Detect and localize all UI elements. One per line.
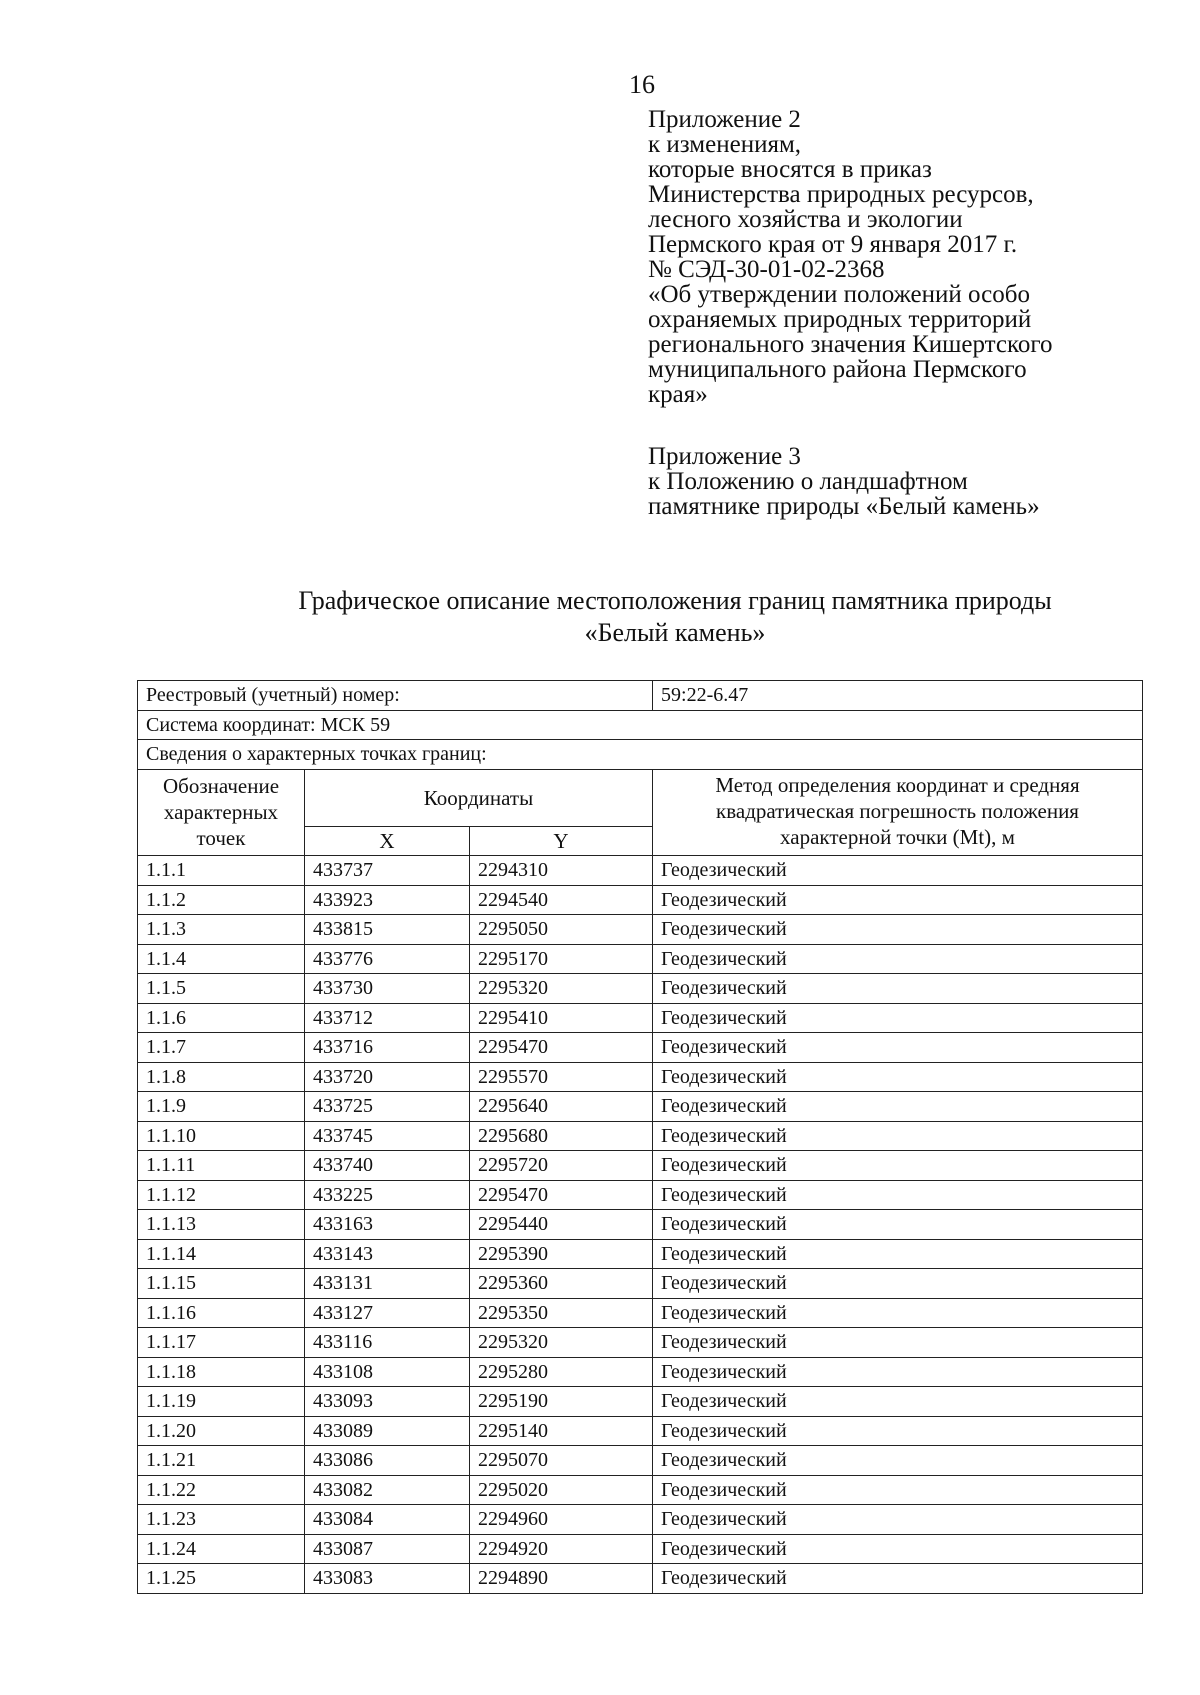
cell-y: 2295390 <box>470 1239 653 1269</box>
cell-method: Геодезический <box>653 1003 1143 1033</box>
cell-method: Геодезический <box>653 856 1143 886</box>
cell-point: 1.1.23 <box>138 1505 305 1535</box>
cell-x: 433089 <box>305 1416 470 1446</box>
annex2-line: № СЭД-30-01-02-2368 <box>648 256 885 283</box>
cell-x: 433815 <box>305 915 470 945</box>
coord-system: Система координат: МСК 59 <box>138 710 1143 740</box>
table-row <box>138 1239 1143 1269</box>
cell-x: 433716 <box>305 1033 470 1063</box>
table-row <box>138 1033 1143 1063</box>
cell-x: 433163 <box>305 1210 470 1240</box>
table-row <box>138 1387 1143 1417</box>
cell-y: 2295350 <box>470 1298 653 1328</box>
cell-point: 1.1.21 <box>138 1446 305 1476</box>
cell-y: 2295470 <box>470 1180 653 1210</box>
cell-point: 1.1.7 <box>138 1033 305 1063</box>
cell-point: 1.1.19 <box>138 1387 305 1417</box>
cell-y: 2295640 <box>470 1092 653 1122</box>
cell-x: 433143 <box>305 1239 470 1269</box>
page-number: 16 <box>629 70 655 99</box>
registry-value: 59:22-6.47 <box>653 681 1143 711</box>
cell-x: 433740 <box>305 1151 470 1181</box>
annex-2-heading <box>648 107 1053 407</box>
cell-x: 433116 <box>305 1328 470 1358</box>
cell-x: 433730 <box>305 974 470 1004</box>
col-header-y: Y <box>470 826 653 856</box>
annex2-line: Пермского края от 9 января 2017 г. <box>648 231 1018 258</box>
cell-y: 2295070 <box>470 1446 653 1476</box>
table-row <box>138 1564 1143 1594</box>
cell-point: 1.1.18 <box>138 1357 305 1387</box>
document-title-line-2: «Белый камень» <box>584 618 766 647</box>
cell-method: Геодезический <box>653 1475 1143 1505</box>
annex3-line: к Положению о ландшафтном <box>648 468 968 495</box>
cell-x: 433720 <box>305 1062 470 1092</box>
cell-method: Геодезический <box>653 1328 1143 1358</box>
cell-y: 2295440 <box>470 1210 653 1240</box>
annex3-line: памятнике природы «Белый камень» <box>648 493 1040 520</box>
cell-y: 2295050 <box>470 915 653 945</box>
cell-point: 1.1.8 <box>138 1062 305 1092</box>
cell-x: 433082 <box>305 1475 470 1505</box>
cell-x: 433745 <box>305 1121 470 1151</box>
table-row <box>138 1121 1143 1151</box>
table-row <box>138 1416 1143 1446</box>
cell-point: 1.1.5 <box>138 974 305 1004</box>
table-row <box>138 944 1143 974</box>
cell-x: 433087 <box>305 1534 470 1564</box>
cell-point: 1.1.24 <box>138 1534 305 1564</box>
cell-x: 433127 <box>305 1298 470 1328</box>
table-row <box>138 856 1143 886</box>
cell-method: Геодезический <box>653 1505 1143 1535</box>
header-row-1 <box>138 769 1143 826</box>
cell-y: 2295570 <box>470 1062 653 1092</box>
table-row <box>138 1446 1143 1476</box>
cell-method: Геодезический <box>653 944 1143 974</box>
annex2-line: лесного хозяйства и экологии <box>648 206 963 233</box>
annex2-line: «Об утверждении положений особо <box>648 281 1030 308</box>
col-header-method: Метод определения координат и средняя квадратическая погрешность положения характерной точки (Mt), м <box>653 769 1143 856</box>
cell-method: Геодезический <box>653 1416 1143 1446</box>
table-row <box>138 1092 1143 1122</box>
cell-x: 433086 <box>305 1446 470 1476</box>
table-row <box>138 1298 1143 1328</box>
table-row <box>138 915 1143 945</box>
document-title-line-1: Графическое описание местоположения границ памятника природы <box>298 586 1052 615</box>
cell-x: 433084 <box>305 1505 470 1535</box>
cell-y: 2295170 <box>470 944 653 974</box>
cell-method: Геодезический <box>653 974 1143 1004</box>
cell-x: 433225 <box>305 1180 470 1210</box>
table-row <box>138 1357 1143 1387</box>
cell-x: 433093 <box>305 1387 470 1417</box>
cell-x: 433083 <box>305 1564 470 1594</box>
annex2-line: охраняемых природных территорий <box>648 306 1032 333</box>
document-title <box>200 585 1150 649</box>
cell-method: Геодезический <box>653 1446 1143 1476</box>
cell-point: 1.1.6 <box>138 1003 305 1033</box>
table-row <box>138 1180 1143 1210</box>
cell-point: 1.1.15 <box>138 1269 305 1299</box>
table-row <box>138 1475 1143 1505</box>
points-info: Сведения о характерных точках границ: <box>138 740 1143 770</box>
cell-point: 1.1.13 <box>138 1210 305 1240</box>
cell-method: Геодезический <box>653 1298 1143 1328</box>
cell-y: 2294540 <box>470 885 653 915</box>
cell-y: 2295470 <box>470 1033 653 1063</box>
cell-method: Геодезический <box>653 1092 1143 1122</box>
table-row <box>138 1269 1143 1299</box>
cell-point: 1.1.14 <box>138 1239 305 1269</box>
cell-method: Геодезический <box>653 1564 1143 1594</box>
cell-x: 433923 <box>305 885 470 915</box>
cell-x: 433725 <box>305 1092 470 1122</box>
table-row <box>138 1505 1143 1535</box>
annex2-line: Приложение 2 <box>648 106 801 133</box>
cell-method: Геодезический <box>653 1210 1143 1240</box>
cell-point: 1.1.4 <box>138 944 305 974</box>
cell-y: 2295320 <box>470 974 653 1004</box>
cell-x: 433108 <box>305 1357 470 1387</box>
cell-method: Геодезический <box>653 885 1143 915</box>
annex3-line: Приложение 3 <box>648 443 801 470</box>
cell-y: 2294310 <box>470 856 653 886</box>
col-header-point: Обозначение характерных точек <box>138 769 305 856</box>
cell-y: 2295410 <box>470 1003 653 1033</box>
table-row <box>138 885 1143 915</box>
cell-point: 1.1.20 <box>138 1416 305 1446</box>
cell-method: Геодезический <box>653 1033 1143 1063</box>
cell-method: Геодезический <box>653 1239 1143 1269</box>
cell-method: Геодезический <box>653 915 1143 945</box>
col-header-x: X <box>305 826 470 856</box>
registry-row <box>138 681 1143 711</box>
registry-label: Реестровый (учетный) номер: <box>138 681 653 711</box>
cell-point: 1.1.3 <box>138 915 305 945</box>
cell-method: Геодезический <box>653 1062 1143 1092</box>
cell-point: 1.1.17 <box>138 1328 305 1358</box>
cell-y: 2294920 <box>470 1534 653 1564</box>
cell-y: 2294960 <box>470 1505 653 1535</box>
cell-point: 1.1.9 <box>138 1092 305 1122</box>
cell-x: 433776 <box>305 944 470 974</box>
cell-point: 1.1.25 <box>138 1564 305 1594</box>
annex2-line: края» <box>648 381 708 408</box>
cell-point: 1.1.10 <box>138 1121 305 1151</box>
coordinates-table <box>137 680 1143 1594</box>
cell-method: Геодезический <box>653 1151 1143 1181</box>
cell-point: 1.1.1 <box>138 856 305 886</box>
table-row <box>138 1534 1143 1564</box>
cell-point: 1.1.16 <box>138 1298 305 1328</box>
table-row <box>138 1151 1143 1181</box>
cell-y: 2295360 <box>470 1269 653 1299</box>
cell-point: 1.1.2 <box>138 885 305 915</box>
cell-x: 433737 <box>305 856 470 886</box>
cell-y: 2294890 <box>470 1564 653 1594</box>
cell-point: 1.1.22 <box>138 1475 305 1505</box>
cell-point: 1.1.12 <box>138 1180 305 1210</box>
points-info-row <box>138 740 1143 770</box>
table-row <box>138 1210 1143 1240</box>
col-header-coords: Координаты <box>305 769 653 826</box>
cell-y: 2295680 <box>470 1121 653 1151</box>
cell-method: Геодезический <box>653 1180 1143 1210</box>
table-row <box>138 974 1143 1004</box>
cell-y: 2295140 <box>470 1416 653 1446</box>
cell-method: Геодезический <box>653 1121 1143 1151</box>
annex2-line: к изменениям, <box>648 131 802 158</box>
cell-method: Геодезический <box>653 1387 1143 1417</box>
annex2-line: регионального значения Кишертского <box>648 331 1053 358</box>
cell-y: 2295280 <box>470 1357 653 1387</box>
cell-y: 2295190 <box>470 1387 653 1417</box>
cell-x: 433131 <box>305 1269 470 1299</box>
cell-y: 2295020 <box>470 1475 653 1505</box>
annex2-line: которые вносятся в приказ <box>648 156 932 183</box>
cell-x: 433712 <box>305 1003 470 1033</box>
cell-y: 2295320 <box>470 1328 653 1358</box>
cell-y: 2295720 <box>470 1151 653 1181</box>
annex-3-heading <box>648 444 1040 519</box>
cell-method: Геодезический <box>653 1269 1143 1299</box>
annex2-line: Министерства природных ресурсов, <box>648 181 1034 208</box>
table-row <box>138 1003 1143 1033</box>
cell-point: 1.1.11 <box>138 1151 305 1181</box>
coord-system-row <box>138 710 1143 740</box>
annex2-line: муниципального района Пермского <box>648 356 1027 383</box>
cell-method: Геодезический <box>653 1534 1143 1564</box>
cell-method: Геодезический <box>653 1357 1143 1387</box>
table-row <box>138 1062 1143 1092</box>
table-row <box>138 1328 1143 1358</box>
